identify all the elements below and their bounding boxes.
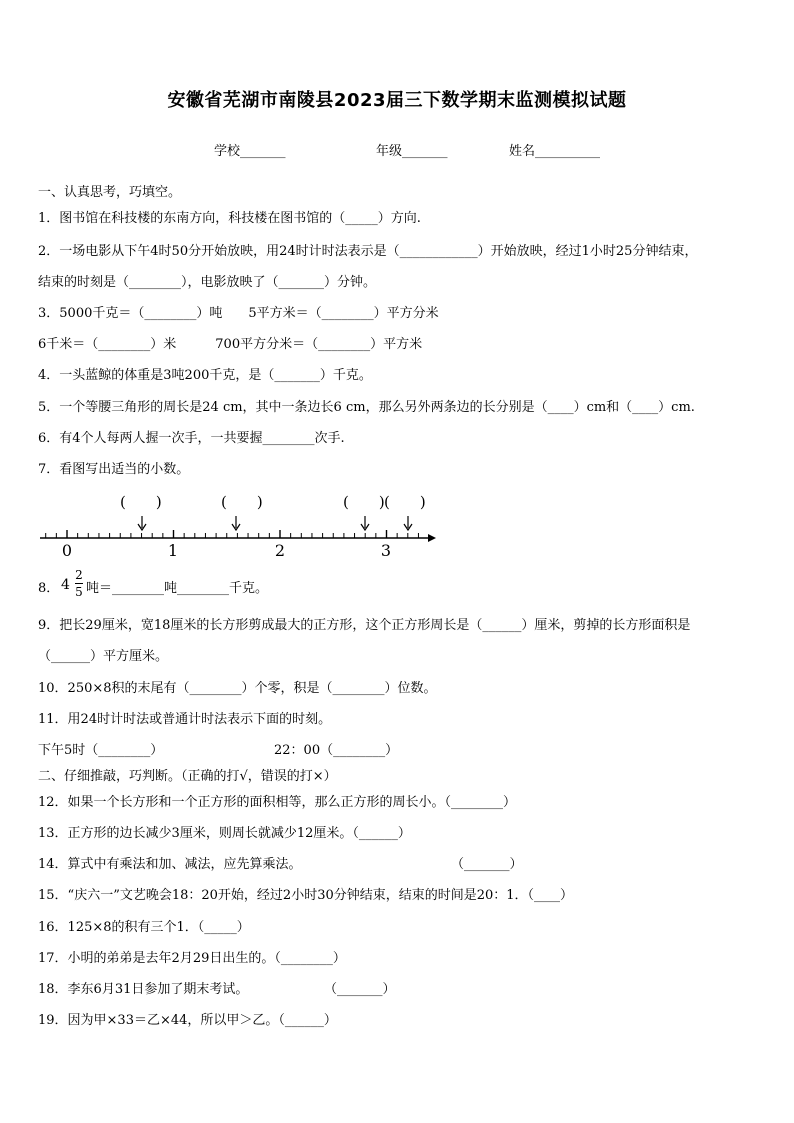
q8-whole-number: 4 <box>61 577 70 593</box>
question-3-line-1: 3．5000千克＝（________）吨 5平方米＝（________）平方分米 <box>38 306 439 321</box>
page-title: 安徽省芜湖市南陵县2023届三下数学期末监测模拟试题 <box>167 90 627 111</box>
question-11-a: 下午5时（________） <box>38 743 164 758</box>
question-11: 11．用24时计时法或普通计时法表示下面的时刻。 <box>38 712 332 727</box>
arrow-2 <box>232 516 240 530</box>
question-16: 16．125×8的积有三个1．（_____） <box>38 920 250 935</box>
question-3-line-2: 6千米＝（________）米 700平方分米＝（________）平方米 <box>38 337 423 352</box>
question-14: 14．算式中有乘法和加、减法，应先算乘法。 <box>38 857 302 872</box>
grade-field: 年级_______ <box>376 144 448 159</box>
axis-label-3: 3 <box>380 541 392 560</box>
number-line-arrowhead <box>428 534 436 542</box>
axis-label-2: 2 <box>274 541 286 560</box>
question-2-line-2: 结束的时刻是（________），电影放映了（_______）分钟。 <box>38 275 377 290</box>
question-12: 12．如果一个长方形和一个正方形的面积相等，那么正方形的周长小。（________） <box>38 795 517 810</box>
q8-numerator: 2 <box>75 568 83 582</box>
question-4: 4．一头蓝鲸的体重是3吨200千克，是（_______）千克。 <box>38 368 372 383</box>
blank-4: ( ) <box>384 493 426 511</box>
blank-2: ( ) <box>221 493 263 511</box>
question-9-line-1: 9．把长29厘米，宽18厘米的长方形剪成最大的正方形，这个正方形周长是（______）厘米，剪掉的长方形面积是 <box>38 618 691 633</box>
question-14-blank: （_______） <box>451 857 523 872</box>
name-field: 姓名__________ <box>509 144 601 159</box>
question-6: 6．有4个人每两人握一次手，一共要握________次手. <box>38 431 345 446</box>
question-8-prefix: 8． <box>38 581 60 596</box>
section-heading-2: 二、仔细推敲，巧判断。（正确的打√，错误的打×） <box>38 769 337 784</box>
school-field: 学校_______ <box>214 144 286 159</box>
question-8-text: 吨＝________吨________千克。 <box>86 581 269 596</box>
arrow-4 <box>404 516 412 530</box>
question-17: 17．小明的弟弟是去年2月29日出生的。（________） <box>38 951 346 966</box>
arrow-3 <box>361 516 369 530</box>
question-5: 5．一个等腰三角形的周长是24 cm，其中一条边长6 cm，那么另外两条边的长分别是（____）cm和（____）cm. <box>38 400 695 415</box>
question-2-line-1: 2．一场电影从下午4时50分开始放映，用24时计时法表示是（____________）开始放映，经过1小时25分钟结束， <box>38 244 698 259</box>
question-11-b: 22：00（________） <box>274 743 399 758</box>
q8-fraction <box>75 568 83 599</box>
question-18-blank: （_______） <box>324 982 396 997</box>
axis-label-1: 1 <box>167 541 179 560</box>
number-line-ticks <box>46 530 419 538</box>
question-9-line-2: （______）平方厘米。 <box>38 649 169 664</box>
fraction-bar <box>75 583 83 584</box>
section-heading-1: 一、认真思考，巧填空。 <box>38 185 182 200</box>
q8-denominator: 5 <box>75 585 83 599</box>
question-15: 15．“庆六一”文艺晚会18：20开始，经过2小时30分钟结束，结束的时间是20：1．（____） <box>38 888 574 903</box>
blank-3: ( ) <box>343 493 385 511</box>
question-13: 13．正方形的边长减少3厘米，则周长就减少12厘米。（______） <box>38 826 411 841</box>
number-line-figure <box>38 488 442 560</box>
question-7: 7．看图写出适当的小数。 <box>38 462 190 477</box>
question-18: 18．李东6月31日参加了期末考试。 <box>38 982 249 997</box>
question-1: 1．图书馆在科技楼的东南方向，科技楼在图书馆的（_____）方向. <box>38 211 421 226</box>
blank-1: ( ) <box>120 493 162 511</box>
question-19: 19．因为甲×33＝乙×44，所以甲＞乙。（______） <box>38 1013 337 1028</box>
question-10: 10．250×8积的末尾有（________）个零，积是（________）位数。 <box>38 681 437 696</box>
arrow-1 <box>138 516 146 530</box>
axis-label-0: 0 <box>61 541 73 560</box>
